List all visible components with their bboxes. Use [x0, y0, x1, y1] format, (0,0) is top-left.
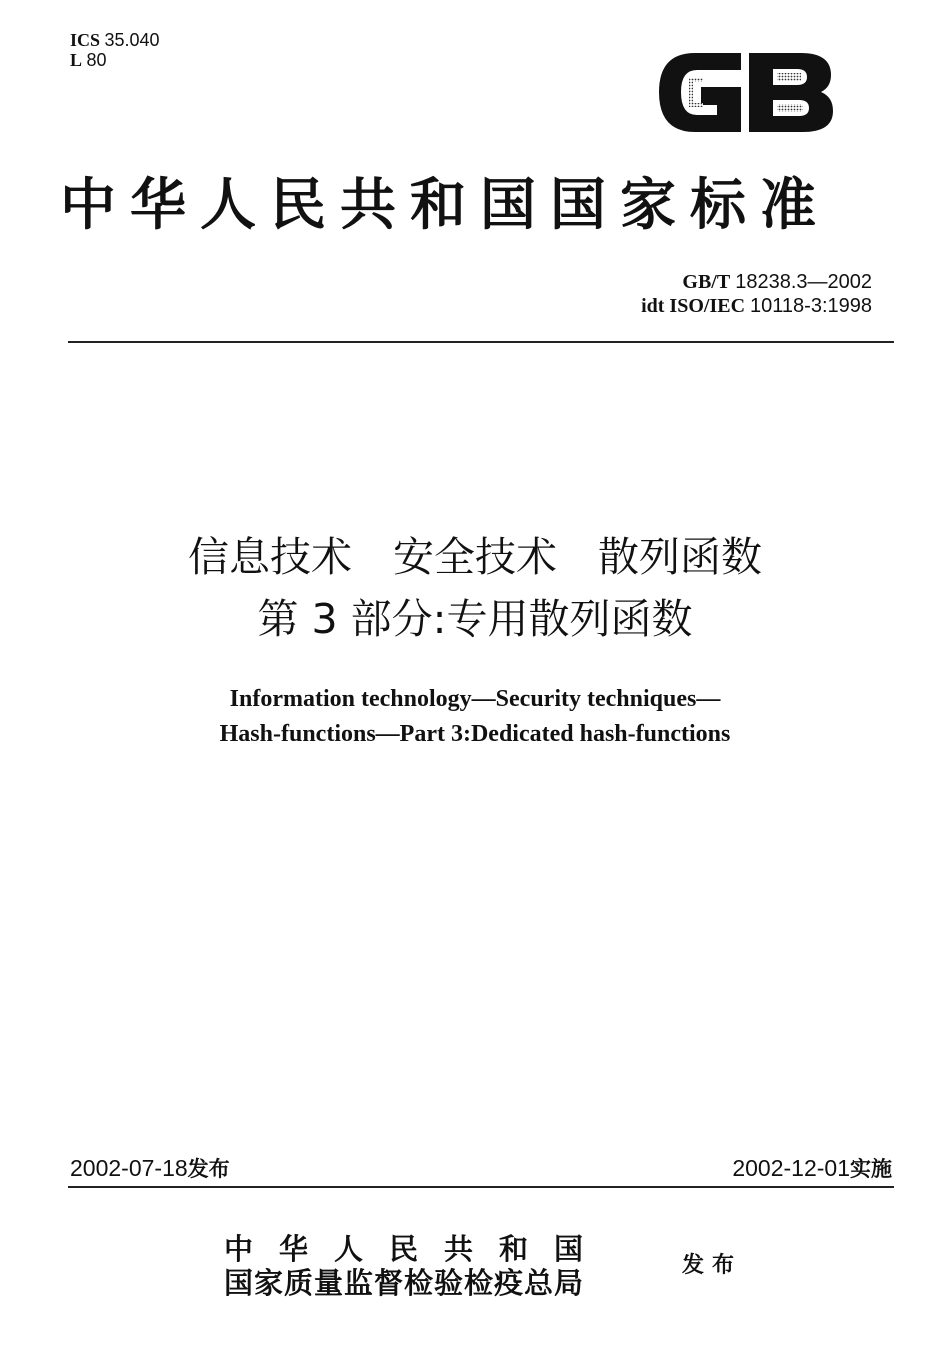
issuer-action: 发布: [682, 1253, 743, 1278]
issue-date-label: 发布: [187, 1157, 230, 1181]
gb-logo-icon: [655, 45, 837, 140]
title-cn-line1: 信息技术 安全技术 散列函数: [188, 533, 762, 581]
issuer-line1: 中华人民共和国: [224, 1232, 610, 1266]
l-label: L: [70, 50, 83, 70]
header-divider: [68, 341, 894, 343]
idt-number: 10118-3:1998: [750, 295, 872, 317]
ics-label: ICS: [70, 30, 101, 50]
issuer-line2: 国家质量监督检验检疫总局: [224, 1266, 585, 1300]
title-en-line1: Information technology—Security techniques—: [229, 686, 721, 712]
ics-code-block: [70, 30, 160, 70]
implement-date: [732, 1153, 892, 1184]
implement-date-label: 实施: [850, 1157, 892, 1181]
l-value: 80: [86, 50, 107, 70]
issue-date-value: 2002-07-18: [70, 1155, 188, 1181]
footer-divider: [68, 1186, 894, 1188]
idt-label: idt ISO/IEC: [641, 295, 746, 317]
issuer-block: [224, 1232, 609, 1300]
gb-number: 18238.3—2002: [735, 271, 872, 293]
title-en-line2: Hash-functions—Part 3:Dedicated hash-functions: [219, 721, 731, 747]
national-standard-title: 中华人民共和国国家标准: [60, 173, 830, 238]
ics-value: 35.040: [104, 30, 160, 50]
standard-number-block: [641, 270, 872, 318]
implement-date-value: 2002-12-01: [732, 1155, 850, 1181]
gb-label: GB/T: [682, 271, 731, 293]
title-cn-line2: 第 3 部分:专用散列函数: [257, 595, 693, 643]
issue-date: [70, 1153, 230, 1184]
